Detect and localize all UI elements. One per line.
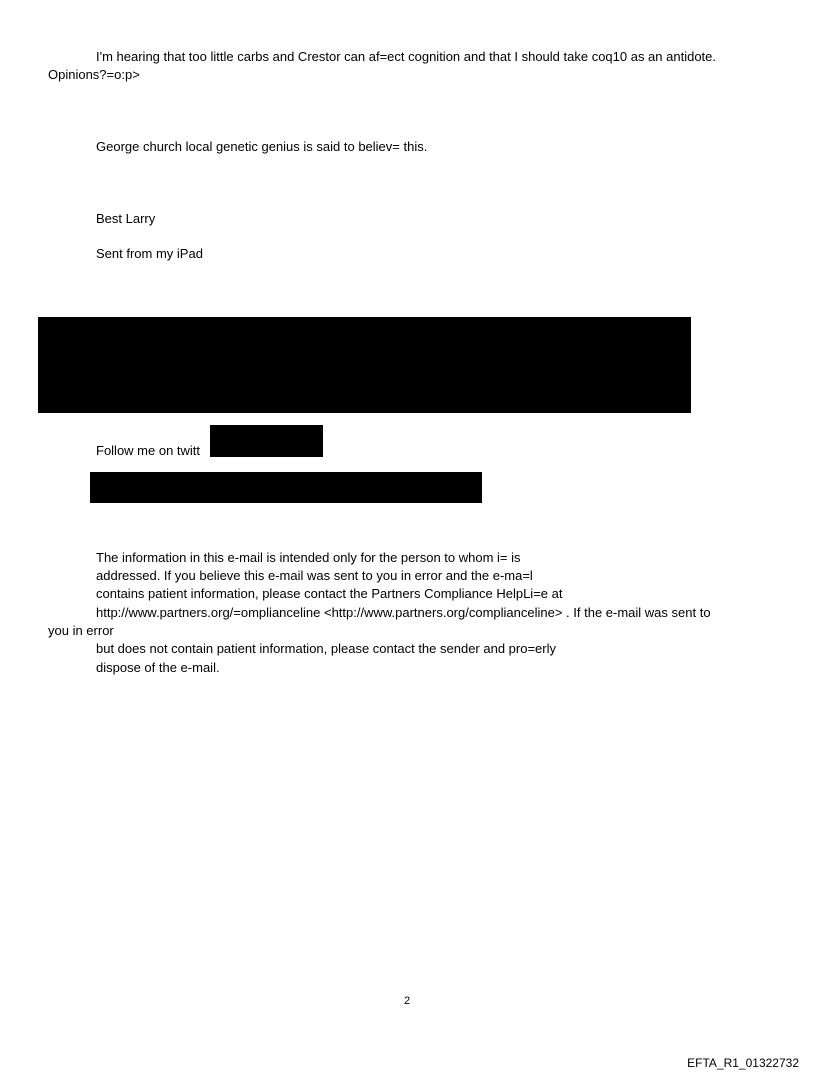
follow-line: Follow me on twitt [96, 443, 201, 458]
closing-signature: Best Larry [96, 211, 156, 226]
redaction-block-medium [90, 472, 482, 503]
disclaimer-line-4: http://www.partners.org/=omplianceline <http://www.partners.org/complianceline> . If the e-mail was sent to [96, 605, 711, 620]
redaction-block-twitter [210, 425, 323, 457]
redaction-block-large [38, 317, 691, 413]
page-number: 2 [404, 995, 411, 1007]
disclaimer-line-2: addressed. If you believe this e-mail was sent to you in error and the e-ma=l [96, 568, 533, 583]
disclaimer-line-6: but does not contain patient information, please contact the sender and pro=erly [96, 641, 556, 656]
sent-from-line: Sent from my iPad [96, 246, 203, 261]
disclaimer-line-5: you in error [48, 623, 114, 638]
disclaimer-line-1: The information in this e-mail is intended only for the person to whom i= is [96, 550, 521, 565]
disclaimer-line-7: dispose of the e-mail. [96, 660, 220, 675]
body-paragraph-1-line-1: I'm hearing that too little carbs and Crestor can af=ect cognition and that I should take coq10 as an antidote. [96, 49, 717, 64]
body-paragraph-2: George church local genetic genius is said to believ= this. [96, 139, 428, 154]
disclaimer-line-3: contains patient information, please contact the Partners Compliance HelpLi=e at [96, 586, 563, 601]
document-id: EFTA_R1_01322732 [687, 1056, 799, 1070]
body-paragraph-1-line-2: Opinions?=o:p> [48, 67, 140, 82]
